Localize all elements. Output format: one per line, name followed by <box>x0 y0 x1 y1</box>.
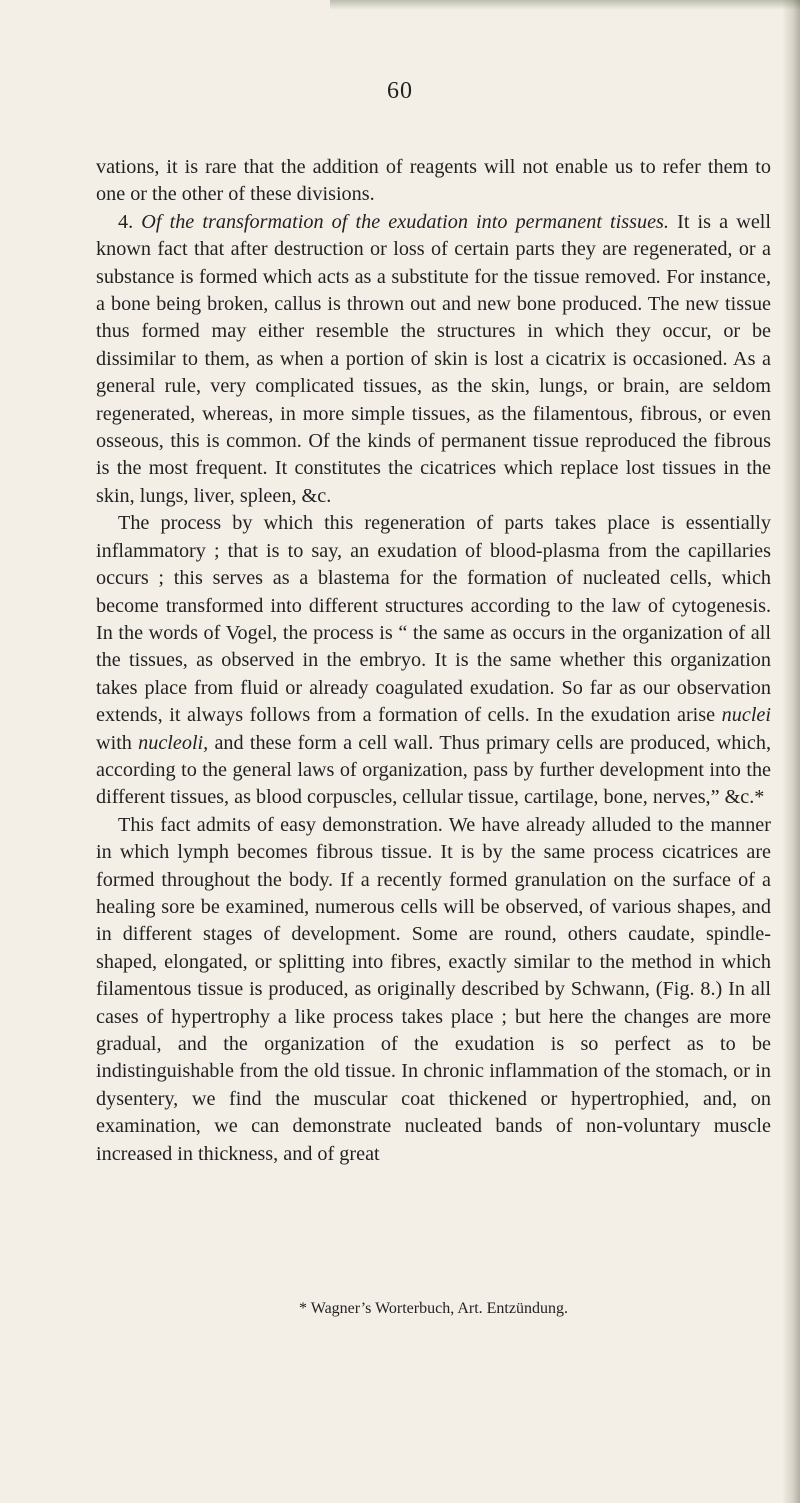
paragraph-text-part-a: The process by which this regeneration of parts takes place is essentially inflammatory ; that is to say, an exudation of blood-plasma from the capillaries occurs ; this serves as a blastema for the formation of nucleated cells, which become transformed into different structures according to the law of cytogenesis. In the words of Vogel, the process is “ the same as occurs in the organization of all the tissues, as observed in the embryo. It is the same whether this organization takes place from fluid or already coagulated exudation. So far as our observation extends, it always follows from a formation of cells. In the exudation arise <box>96 512 771 727</box>
footnote: * Wagner’s Worterbuch, Art. Entzündung. <box>299 1300 568 1317</box>
term-nuclei: nuclei <box>721 704 771 727</box>
term-nucleoli: nucleoli, <box>138 731 209 754</box>
section-heading: Of the transformation of the exudation into permanent tissues. <box>141 210 669 233</box>
page-top-shadow <box>330 0 800 10</box>
paragraph-text-part-b: and these form a cell wall. Thus primary cells are produced, which, according to the general laws of organization, pass by further development into the different tissues, as blood corpuscles, cellular tissue, cartilage, bone, nerves,” &c.* <box>96 731 772 809</box>
section-number: 4. <box>118 210 134 233</box>
page-number: 60 <box>387 78 413 104</box>
paragraph-demonstration: This fact admits of easy demonstration. We have already alluded to the manner in which lymph becomes fibrous tissue. It is by the same process cicatrices are formed throughout the body. If a recently formed granulation on the surface of a healing sore be examined, numerous cells will be observed, of various shapes, and in different stages of development. Some are round, others caudate, spindle-shaped, elongated, or splitting into fibres, exactly similar to the method in which filamentous tissue is produced, as originally described by Schwann, (Fig. 8.) In all cases of hypertrophy a like process takes place ; but here the changes are more gradual, and the organization of the exudation is so perfect as to be indistinguishable from the old tissue. In chronic inflammation of the stomach, or in dysentery, we find the muscular coat thickened or hypertrophied, and, on examination, we can demonstrate nucleated bands of non-voluntary muscle increased in thickness, and of great <box>96 813 771 1165</box>
paragraph-continuation: vations, it is rare that the addition of reagents will not enable us to refer them to one or the other of these divisions. <box>96 156 771 206</box>
paragraph-regeneration-process <box>96 510 771 811</box>
word-with: with <box>96 731 132 754</box>
body-text <box>96 154 771 1168</box>
page-edge-shadow <box>782 0 800 1503</box>
section-body: It is a well known fact that after destruction or loss of certain parts they are regenerated, or a substance is formed which acts as a substitute for the tissue removed. For instance, a bone being broken, callus is thrown out and new bone produced. The new tissue thus formed may either resemble the structures in which they occur, or be dissimilar to them, as when a portion of skin is lost a cicatrix is occasioned. As a general rule, very complicated tissues, as the skin, lungs, or brain, are seldom regenerated, whereas, in more simple tissues, as the filamentous, fibrous, or even osseous, this is common. Of the kinds of permanent tissue reproduced the fibrous is the most frequent. It constitutes the cicatrices which replace lost tissues in the skin, lungs, liver, spleen, &c. <box>96 210 772 507</box>
paragraph-section-4 <box>96 209 771 510</box>
